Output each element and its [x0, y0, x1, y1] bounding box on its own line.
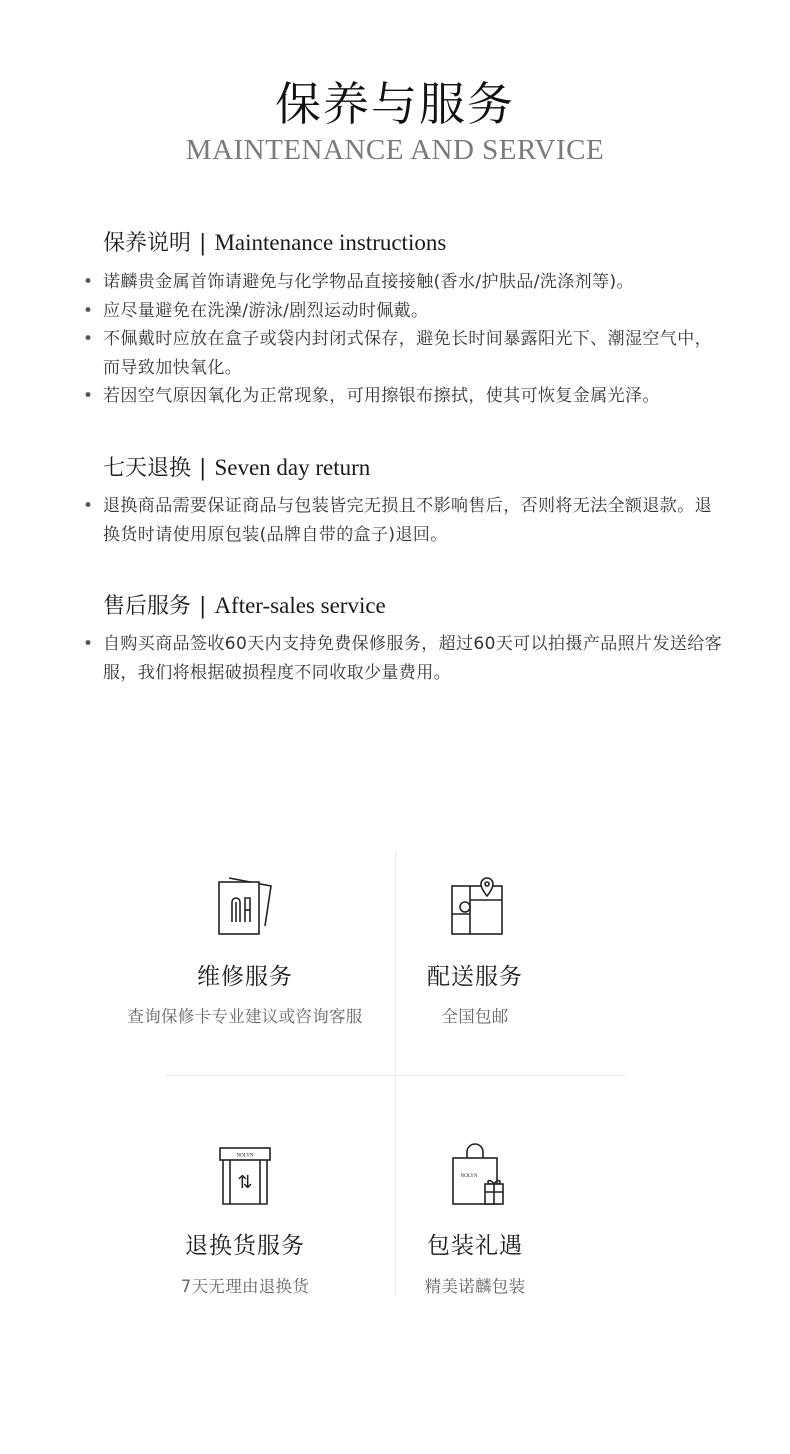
bullet-text: 诺麟贵金属首饰请避免与化学物品直接接触(香水/护肤品/洗涤剂等)。 — [103, 272, 634, 292]
bullet-text: 若因空气原因氧化为正常现象，可用擦银布擦拭，使其可恢复金属光泽。 — [103, 386, 660, 406]
bullet-dot: • — [83, 496, 94, 516]
list-item — [0, 382, 790, 411]
section-title-cn: 保养说明 — [103, 231, 192, 256]
bullet-dot: • — [83, 300, 94, 321]
bullet-text: 自购买商品签收60天内支持免费保修服务，超过60天可以拍摄产品照片发送给客服，我们将根据破损程度不同收取少量费用。 — [103, 634, 723, 683]
section-heading — [103, 451, 370, 482]
service-desc: 7天无理由退换货 — [180, 1277, 310, 1296]
section-title-en: Maintenance instructions — [214, 230, 447, 255]
swap-arrows-icon: ⇅ — [237, 1172, 253, 1193]
bullet-dot: • — [83, 329, 94, 349]
services-grid — [127, 852, 625, 1296]
bullet-dot: • — [83, 272, 94, 292]
section-title-cn: 售后服务 — [103, 594, 192, 619]
section-separator: | — [199, 231, 207, 256]
bullet-list — [0, 492, 790, 549]
service-title: 配送服务 — [427, 964, 523, 990]
service-title: 包装礼遇 — [427, 1233, 523, 1259]
bullet-list — [0, 630, 790, 687]
bullet-list — [0, 268, 790, 411]
gift-bag-icon — [445, 1142, 505, 1212]
return-box-icon — [215, 1142, 275, 1212]
section-separator: | — [199, 594, 207, 619]
bullet-dot: • — [83, 386, 94, 406]
section-separator: | — [199, 456, 207, 481]
warranty-card-icon — [215, 868, 275, 938]
section-title-cn: 七天退换 — [103, 456, 192, 481]
list-item — [0, 325, 790, 382]
list-item — [0, 268, 790, 297]
section-title-en: After-sales service — [214, 593, 386, 618]
service-title: 维修服务 — [197, 964, 293, 990]
bullet-text: 退换商品需要保证商品与包装皆完无损且不影响售后，否则将无法全额退款。退换货时请使用原包装(品牌自带的盒子)退回。 — [103, 496, 712, 545]
map-pin-icon — [445, 876, 505, 946]
service-desc: 全国包邮 — [441, 1007, 509, 1026]
list-item — [0, 630, 790, 687]
service-desc: 查询保修卡专业建议或咨询客服 — [127, 1007, 363, 1026]
page-title: 保养与服务 — [275, 77, 515, 131]
bullet-text: 不佩戴时应放在盒子或袋内封闭式保存，避免长时间暴露阳光下、潮湿空气中，而导致加快氧化。 — [103, 329, 712, 378]
section-heading — [103, 589, 386, 620]
list-item — [0, 297, 790, 326]
service-title: 退换货服务 — [185, 1233, 305, 1259]
page-subtitle: MAINTENANCE AND SERVICE — [185, 134, 605, 166]
section-heading — [103, 226, 446, 257]
bullet-text: 应尽量避免在洗澡/游泳/剧烈运动时佩戴。 — [103, 300, 429, 321]
section-title-en: Seven day return — [214, 455, 371, 480]
grid-divider-horizontal — [165, 1075, 625, 1076]
list-item — [0, 492, 790, 549]
bullet-dot: • — [83, 634, 94, 654]
service-desc: 精美诺麟包装 — [424, 1277, 526, 1296]
box-brand-label: NOLYN — [236, 1153, 254, 1159]
bag-brand-label: NOLYN — [460, 1174, 478, 1179]
